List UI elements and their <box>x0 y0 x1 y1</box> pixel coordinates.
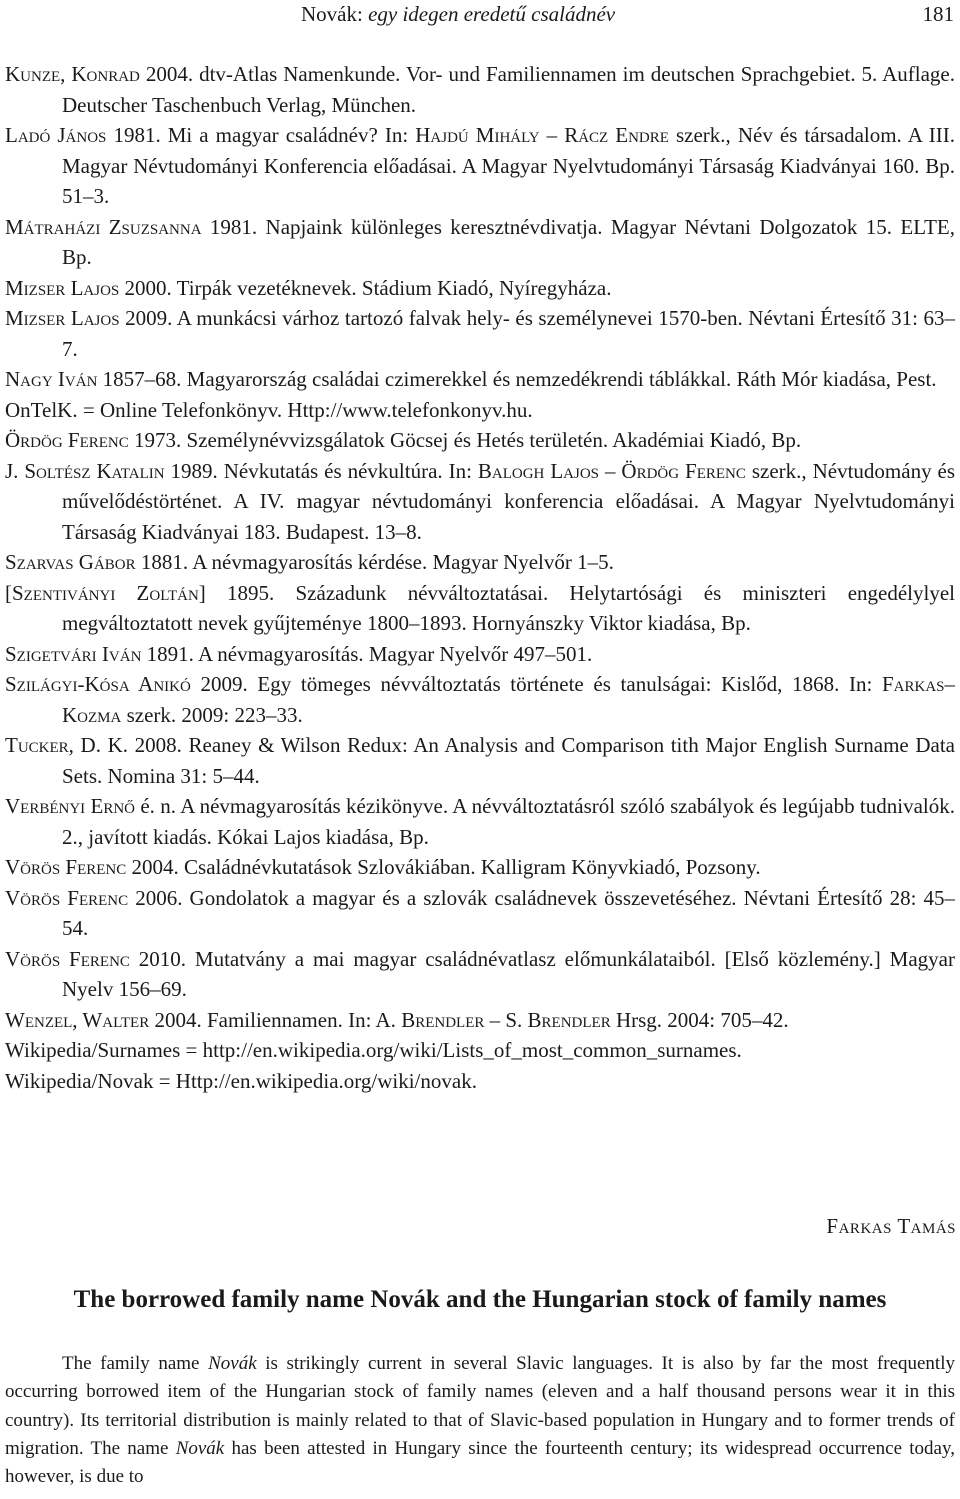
reference-text: 1981. Napjaink különleges keresztnévdivatja. Magyar Névtani Dolgozatok 15. ELTE, Bp. <box>62 214 955 269</box>
reference-author: Ördög Ferenc <box>5 428 129 452</box>
reference-text: OnTelK. = Online Telefonkönyv. Http://www.telefonkonyv.hu. <box>5 397 533 422</box>
reference-entry <box>5 1005 955 1036</box>
reference-author: Ladó János <box>5 123 107 147</box>
reference-entry <box>5 273 955 304</box>
reference-entry <box>5 944 955 1005</box>
reference-author: Vörös Ferenc <box>5 855 127 879</box>
reference-text-cont: – S. <box>484 1007 528 1032</box>
abstract-paragraph <box>5 1350 955 1491</box>
reference-entry <box>5 303 955 364</box>
reference-text-cont: szerk., Név és társadalom. A III. Magyar Névtudományi Konferencia előadásai. A Magyar Nyelvtudományi Társaság Kiadványai 160. Bp. 51–3. <box>62 123 955 208</box>
reference-author: Mátraházi Zsuzsanna <box>5 214 202 239</box>
abstract-name-novak-1: Novák <box>208 1353 257 1374</box>
reference-author: Kunze, Konrad <box>5 62 140 86</box>
reference-author: Nagy Iván <box>5 367 98 391</box>
reference-text: é. n. A névmagyarosítás kézikönyve. A névváltoztatásról szóló szabályok és legújabb tudnivalók. 2., javított kiadás. Kókai Lajos kiadása, Bp. <box>62 794 955 849</box>
reference-entry <box>5 883 955 944</box>
reference-author: Vörös Ferenc <box>5 946 130 971</box>
reference-author: Szigetvári Iván <box>5 641 142 666</box>
abstract <box>5 1350 955 1491</box>
reference-text: 1881. A névmagyarosítás kérdése. Magyar Nyelvőr 1–5. <box>135 550 614 574</box>
reference-text: 1857–68. Magyarország családai czimerekkel és nemzedékrendi táblákkal. Ráth Mór kiadása, Pest. <box>97 367 937 391</box>
reference-text: 1989. Névkutatás és névkultúra. In: <box>164 458 478 483</box>
reference-text: 2009. Egy tömeges névváltoztatás története és tanulságai: Kislőd, 1868. In: <box>190 672 882 696</box>
running-title <box>301 2 615 27</box>
abstract-name-novak-2: Novák <box>175 1437 225 1459</box>
reference-entry <box>5 59 955 120</box>
reference-entry <box>5 1035 955 1066</box>
reference-entry <box>5 120 955 212</box>
reference-author: Wenzel, Walter <box>5 1007 150 1032</box>
abstract-text-3: has been attested in Hungary since the fourteenth century; its widespread occurrence today, however, is due to <box>5 1437 955 1488</box>
reference-entry <box>5 395 955 426</box>
reference-entry <box>5 425 955 456</box>
reference-editor: Brendler <box>527 1007 611 1032</box>
reference-entry <box>5 364 955 395</box>
reference-author: Mizser Lajos <box>5 306 120 330</box>
reference-text: 1973. Személynévvizsgálatok Göcsej és Hetés területén. Akadémiai Kiadó, Bp. <box>128 428 802 452</box>
reference-text: 1895. Századunk névváltoztatásai. Helytartósági és miniszteri engedélylyel megváltoztatott nevek gyűjteménye 1800–1893. Hornyánszky Viktor kiadása, Bp. <box>62 580 955 635</box>
reference-list <box>5 59 955 1096</box>
reference-text: 1981. Mi a magyar családnév? In: <box>106 123 416 147</box>
reference-author: [Szentiványi Zoltán] <box>5 580 206 605</box>
reference-editor: Farkas–Kozma <box>62 672 955 727</box>
reference-editor: Hajdú Mihály – Rácz Endre <box>415 123 669 147</box>
reference-text: 2004. Familiennamen. In: A. <box>149 1007 402 1032</box>
reference-text: 2010. Mutatvány a mai magyar családnévatlasz előmunkálataiból. [Első közlemény.] Magyar Nyelv 156–69. <box>62 946 955 1001</box>
abstract-text-1: The family name <box>62 1353 209 1374</box>
reference-entry <box>5 456 955 548</box>
reference-editor: Brendler <box>401 1007 485 1032</box>
running-header <box>0 2 960 30</box>
reference-author: Mizser Lajos <box>5 275 120 300</box>
reference-text: 1891. A névmagyarosítás. Magyar Nyelvőr 497–501. <box>141 641 593 666</box>
reference-entry <box>5 212 955 273</box>
running-author: Novák: <box>301 2 363 26</box>
reference-text-cont: szerk. 2009: 223–33. <box>121 702 303 727</box>
reference-text-cont: Hrsg. 2004: 705–42. <box>610 1007 789 1032</box>
reference-entry <box>5 669 955 730</box>
reference-text: 2008. Reaney & Wilson Redux: An Analysis and Comparison tith Major English Surname Data Sets. Nomina 31: 5–44. <box>62 733 955 788</box>
reference-entry <box>5 730 955 791</box>
reference-entry <box>5 547 955 578</box>
reference-entry <box>5 852 955 883</box>
english-title: The borrowed family name Novák and the Hungarian stock of family names <box>73 1286 887 1313</box>
author-signature: Farkas Tamás <box>826 1214 956 1238</box>
reference-author: Verbényi Ernő <box>5 794 136 818</box>
reference-author: Tucker, D. K. <box>5 733 128 757</box>
reference-entry <box>5 578 955 639</box>
reference-text: 2004. dtv-Atlas Namenkunde. Vor- und Familiennamen im deutschen Sprachgebiet. 5. Auflage. Deutscher Taschenbuch Verlag, München. <box>62 62 956 117</box>
reference-text: Wikipedia/Novak = Http://en.wikipedia.org/wiki/novak. <box>5 1068 477 1093</box>
page-number: 181 <box>922 2 954 26</box>
reference-author: Szarvas Gábor <box>5 550 136 574</box>
reference-text: 2004. Családnévkutatások Szlovákiában. Kalligram Könyvkiadó, Pozsony. <box>126 855 761 879</box>
reference-text: 2000. Tirpák vezetéknevek. Stádium Kiadó, Nyíregyháza. <box>119 275 612 300</box>
running-title-text: egy idegen eredetű családnév <box>368 2 616 26</box>
reference-author: Szilágyi-Kósa Anikó <box>5 672 191 696</box>
reference-entry <box>5 791 955 852</box>
reference-entry <box>5 1066 955 1097</box>
reference-author: Vörös Ferenc <box>5 885 129 910</box>
reference-text-cont: szerk., Névtudomány és művelődéstörténet. A IV. magyar névtudományi konferencia előadásai. A Magyar Nyelvtudományi Társaság Kiadványai 183. Budapest. 13–8. <box>62 458 956 544</box>
reference-text: 2009. A munkácsi várhoz tartozó falvak hely- és személynevei 1570-ben. Névtani Értesítő 31: 63–7. <box>62 306 955 361</box>
reference-entry <box>5 639 955 670</box>
reference-text: Wikipedia/Surnames = http://en.wikipedia.org/wiki/Lists_of_most_common_surnames. <box>5 1038 742 1062</box>
reference-editor: Balogh Lajos – Ördög Ferenc <box>477 458 746 483</box>
abstract-text-2: is strikingly current in several Slavic languages. It is also by far the most frequently occurring borrowed item of the Hungarian stock of family names (eleven and a half thousand persons wear it in this country). Its territorial distribution is mainly related to that of Slavic-based population in Hungary and to former trends of migration. The name <box>5 1353 955 1459</box>
reference-text: 2006. Gondolatok a magyar és a szlovák családnevek összevetéséhez. Névtani Értesítő 28: 45–54. <box>62 885 956 940</box>
reference-author: J. Soltész Katalin <box>5 458 165 483</box>
